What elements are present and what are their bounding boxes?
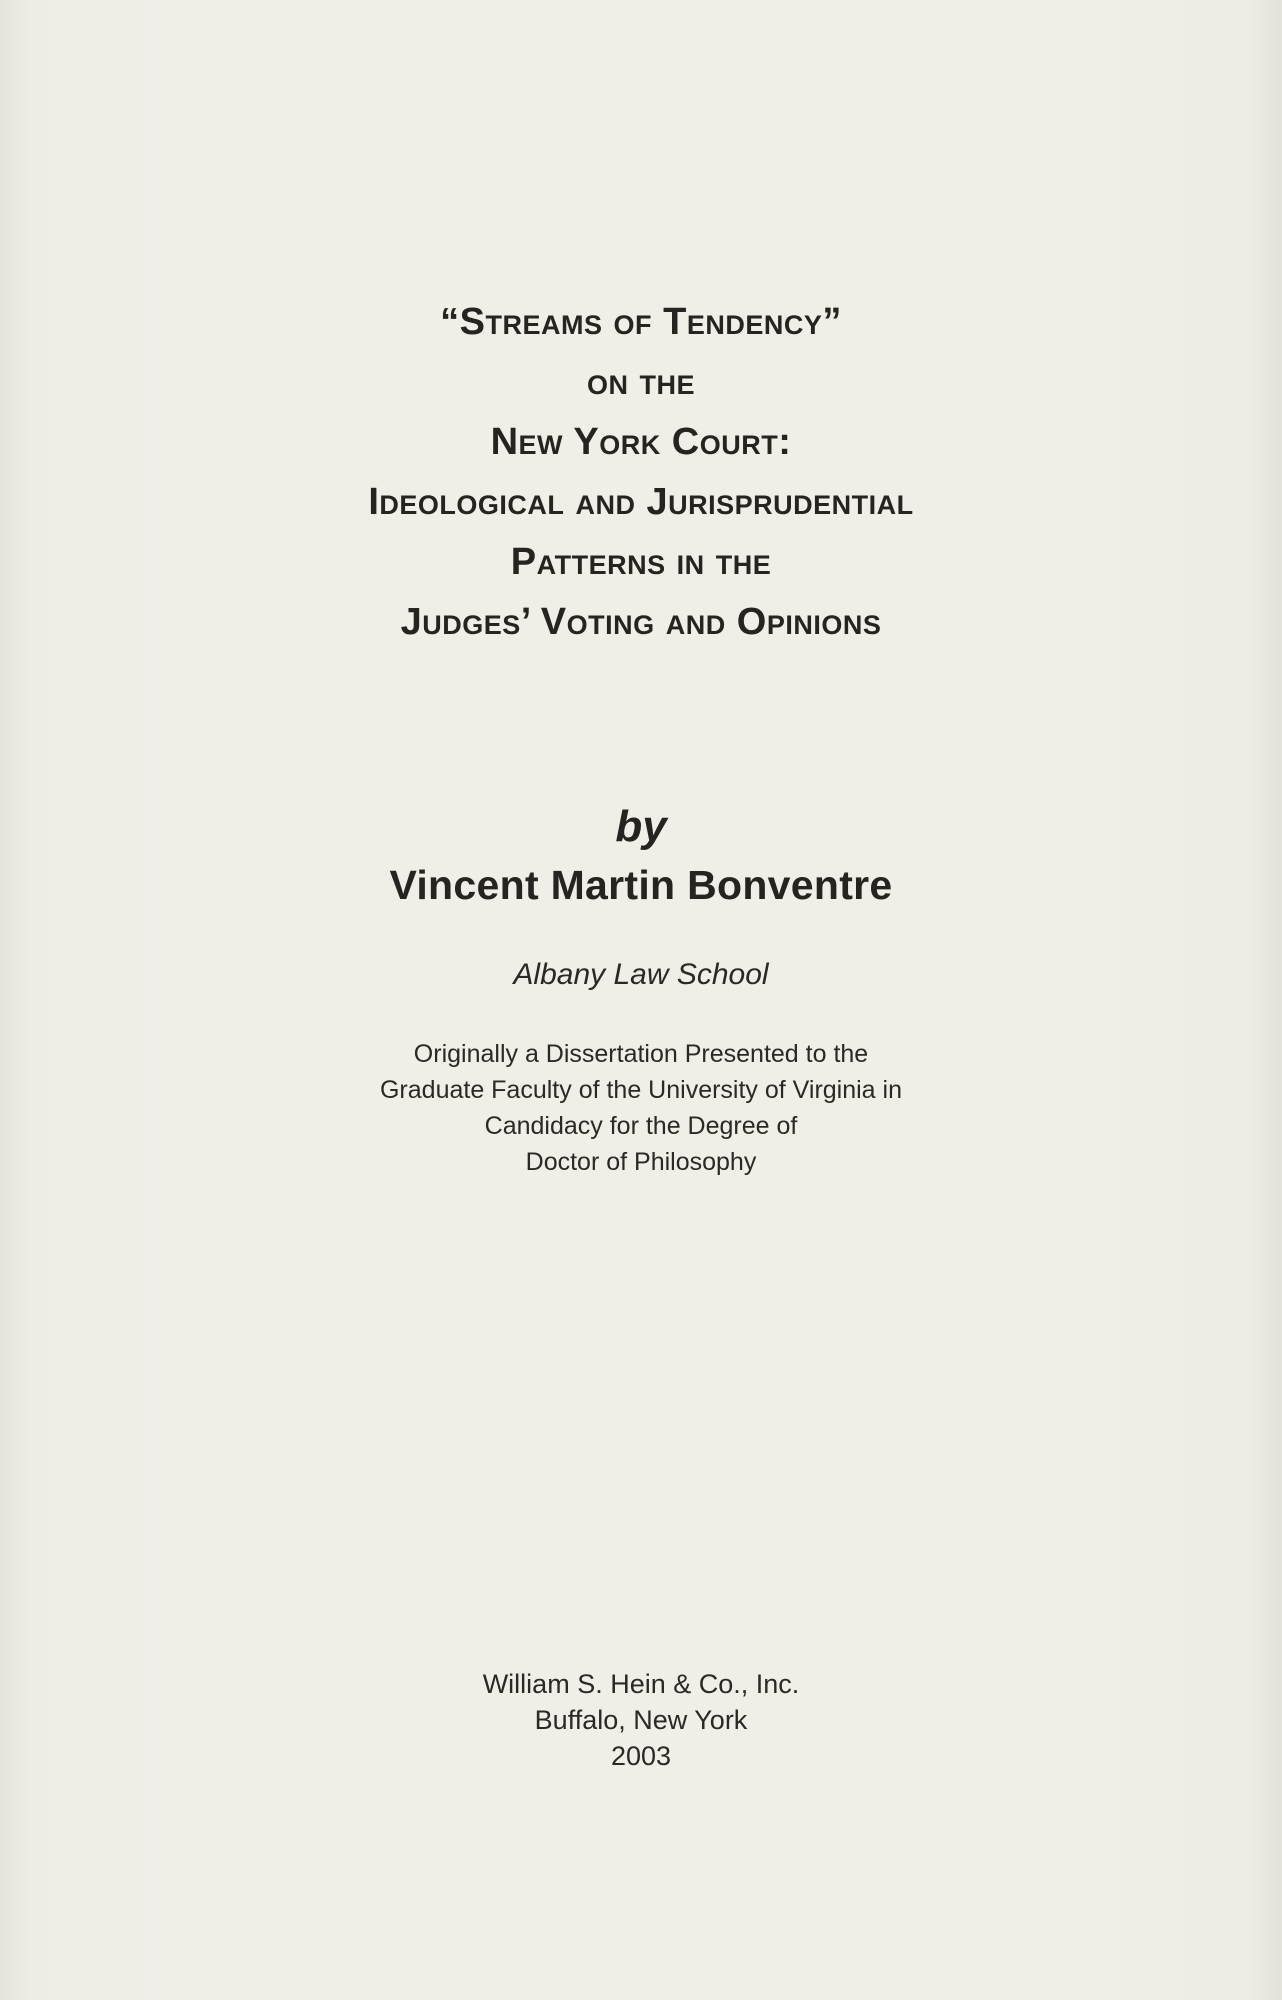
title-line-1: “Streams of Tendency” — [440, 301, 842, 343]
title-line-2: on the — [586, 361, 696, 403]
publication-year: 2003 — [610, 1741, 672, 1771]
title-line-5: Patterns in the — [510, 541, 772, 583]
publisher-city: Buffalo, New York — [534, 1705, 748, 1735]
title-line-4: Ideological and Jurisprudential — [368, 481, 914, 523]
author-name: Vincent Martin Bonventre — [389, 862, 893, 908]
dissertation-note-line-2: Graduate Faculty of the University of Virginia in — [379, 1076, 902, 1104]
publisher-name: William S. Hein & Co., Inc. — [482, 1669, 800, 1699]
by-label: by — [615, 802, 667, 851]
dissertation-note-line-3: Candidacy for the Degree of — [484, 1112, 798, 1140]
book-title — [0, 292, 1282, 652]
publisher-block — [0, 1666, 1282, 1774]
dissertation-note-line-4: Doctor of Philosophy — [525, 1148, 757, 1176]
title-line-6: Judges’ Voting and Opinions — [400, 601, 882, 643]
author-affiliation: Albany Law School — [513, 958, 769, 991]
title-line-3: New York Court: — [490, 421, 792, 463]
dissertation-note-line-1: Originally a Dissertation Presented to the — [413, 1040, 869, 1068]
dissertation-note — [0, 1036, 1282, 1180]
